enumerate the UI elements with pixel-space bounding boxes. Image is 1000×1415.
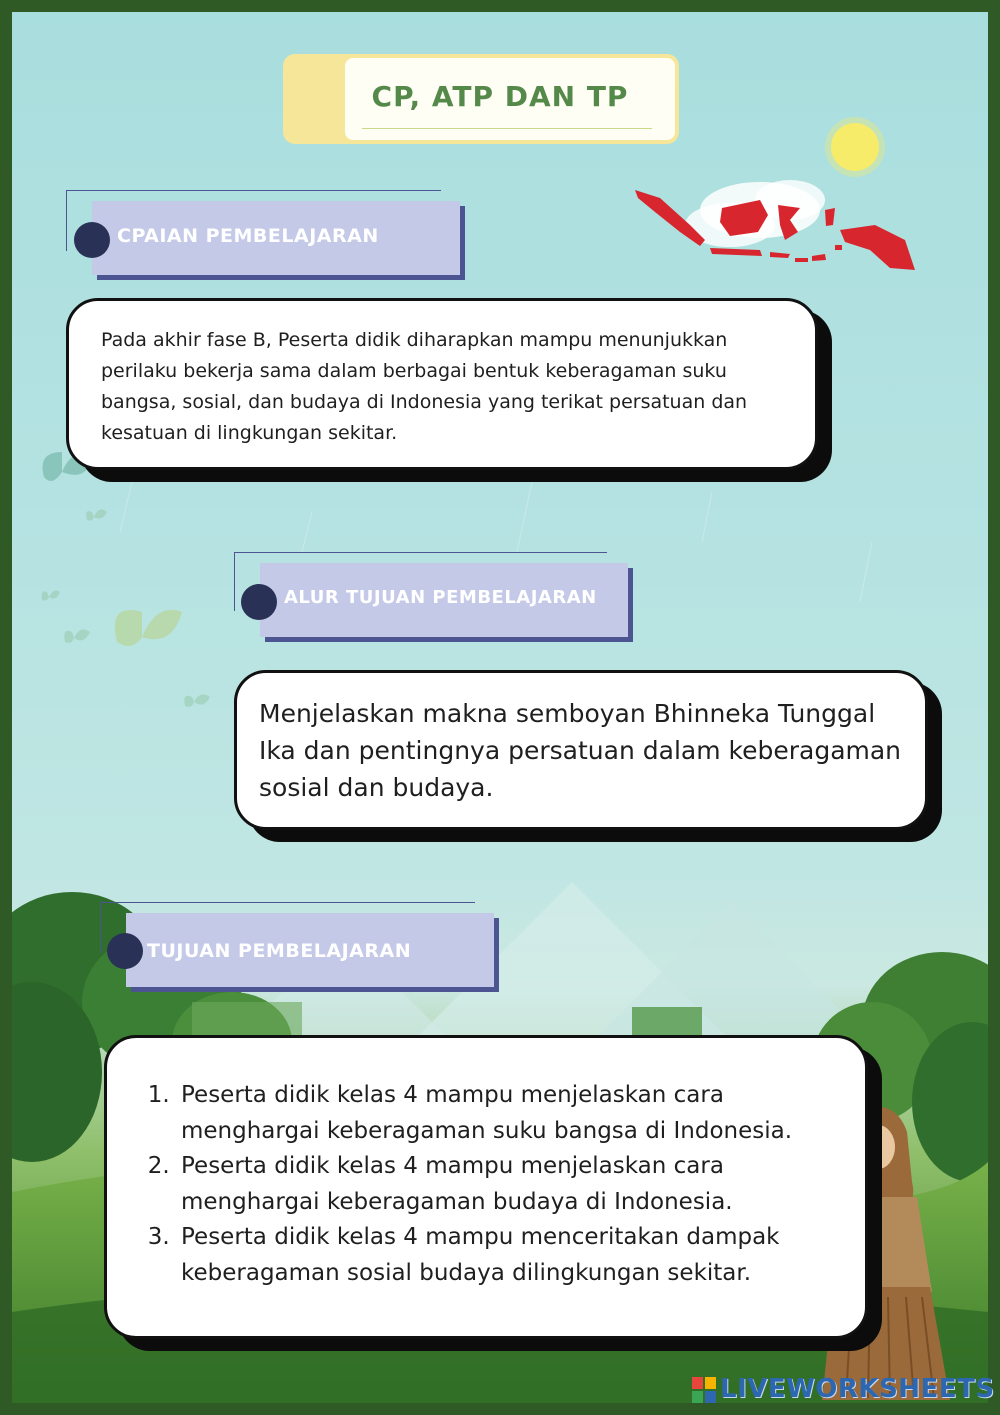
tp-text-card — [104, 1035, 868, 1339]
butterfly-icon — [32, 442, 222, 742]
indonesia-map-icon — [630, 170, 920, 290]
tp-list — [149, 1078, 845, 1291]
page-title: CP, ATP DAN TP — [371, 80, 629, 113]
tp-list-item: 2. Peserta didik kelas 4 mampu menjelaskan cara menghargai keberagaman budaya di Indonesia. — [177, 1149, 845, 1220]
atp-label-dot — [241, 584, 277, 620]
atp-text-card — [234, 670, 928, 830]
cp-label-dot — [74, 222, 110, 258]
watermark-text: LIVEWORKSHEETS — [720, 1374, 995, 1404]
liveworksheets-logo-icon — [692, 1377, 716, 1403]
cp-text: Pada akhir fase B, Peserta didik diharapkan mampu menunjukkan perilaku bekerja sama dalam berbagai bentuk keberagaman suku bangsa, sosial, dan budaya di Indonesia yang terikat persatuan dan kesatuan di lingkungan sekitar. — [101, 329, 748, 444]
tp-section-label: TUJUAN PEMBELAJARAN — [147, 940, 412, 962]
tp-list-item: 3. Peserta didik kelas 4 mampu menceritakan dampak keberagaman sosial budaya dilingkungan sekitar. — [177, 1220, 845, 1291]
atp-section-label: ALUR TUJUAN PEMBELAJARAN — [284, 587, 597, 608]
cp-section-label: CPAIAN PEMBELAJARAN — [117, 225, 379, 247]
atp-text: Menjelaskan makna semboyan Bhinneka Tunggal Ika dan pentingnya persatuan dalam keberagaman sosial dan budaya. — [259, 699, 902, 802]
title-underline — [362, 128, 652, 129]
tp-label-dot — [107, 933, 143, 969]
tp-list-item: 1. Peserta didik kelas 4 mampu menjelaskan cara menghargai keberagaman suku bangsa di Indonesia. — [177, 1078, 845, 1149]
cp-text-card — [66, 298, 818, 470]
